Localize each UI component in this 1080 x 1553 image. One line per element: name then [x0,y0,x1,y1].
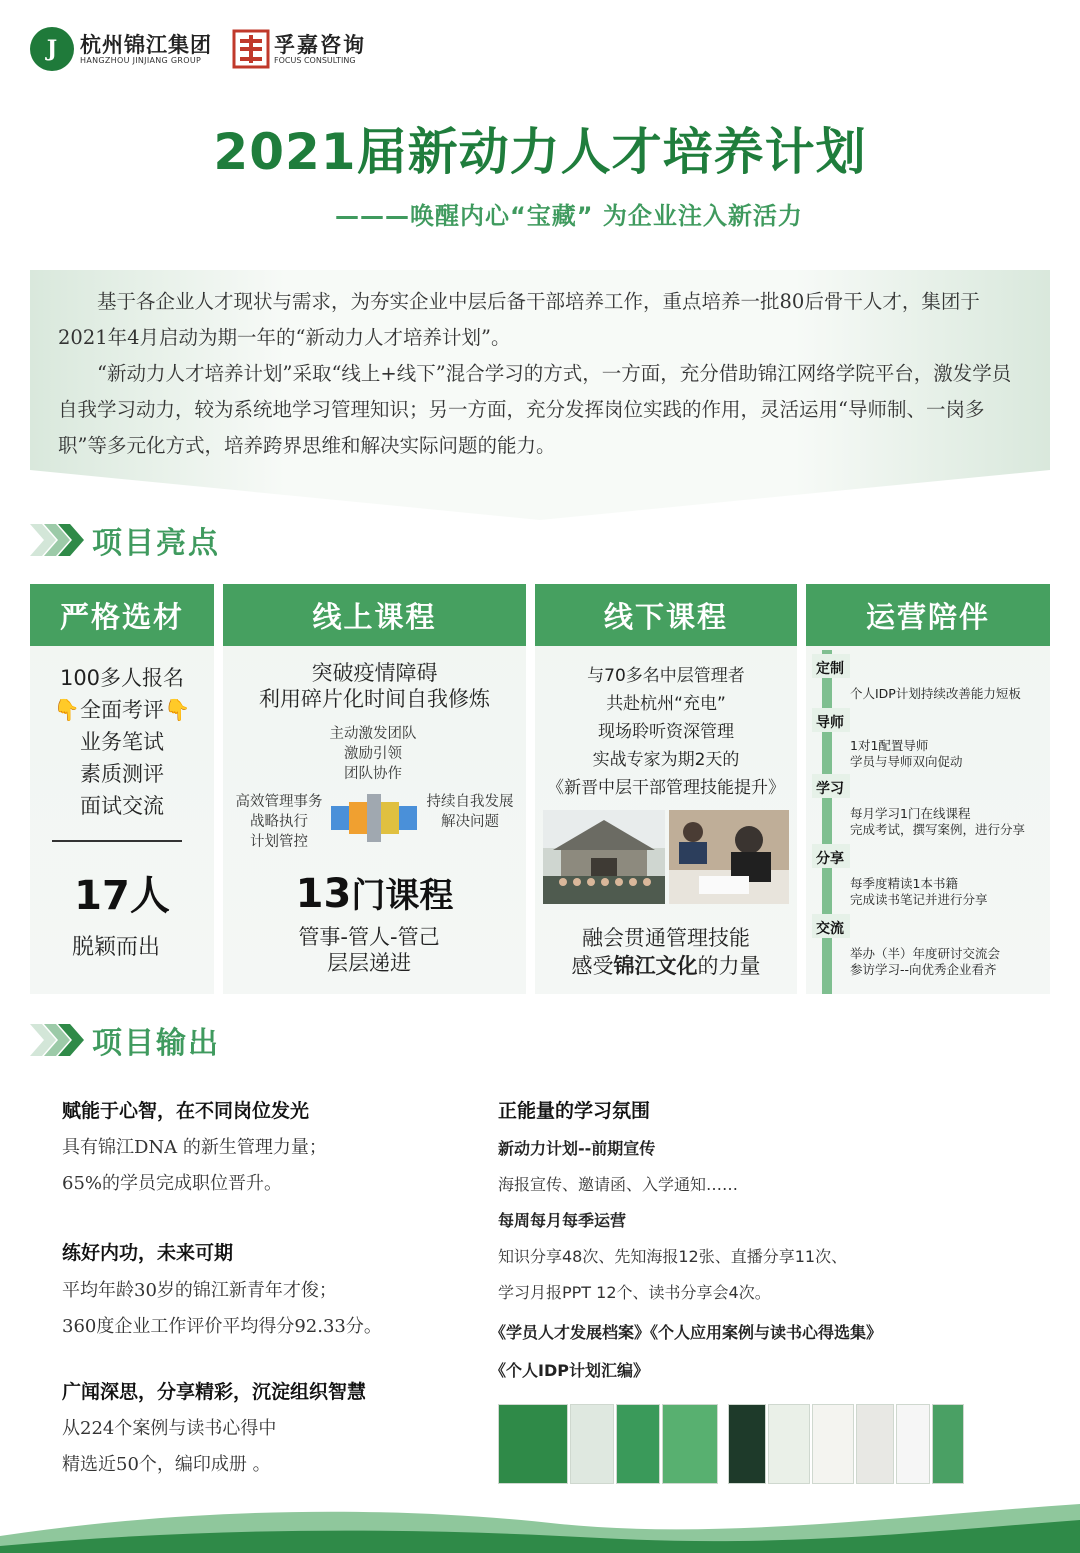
output-books: 《学员人才发展档案》《个人应用案例与读书心得选集》 [490,1323,883,1342]
competency-right-label: 持续自我发展 解决问题 [426,794,514,830]
op-label: 分享 [816,851,844,867]
output-right-subtitle: 新动力计划--前期宣传 [498,1139,656,1158]
list-item: 100多人报名 [59,666,185,690]
poster-thumbnail [570,1404,614,1484]
book-thumbnail [728,1404,766,1484]
chevron-arrows-icon [30,520,88,560]
offline-foot-2: 感受锦江文化的力量 [571,954,761,978]
op-text: 每月学习1门在线课程 [850,806,971,821]
promo-thumbnails [498,1402,718,1484]
op-text: 举办（半）年度研讨交流会 [850,946,1001,961]
chevron-arrows-icon [30,1020,88,1060]
highlights-heading: 项目亮点 [30,518,220,562]
card-online-course [223,584,526,994]
group-photo [543,810,665,904]
op-text: 1对1配置导师 [850,738,929,753]
output-left-title-2: 练好内功，未来可期 [62,1242,234,1264]
competency-top-label: 主动激发团队 激励引领 团队协作 [329,726,417,782]
op-text: 每季度精读1本书籍 [850,876,958,891]
page-title: 2021届新动力人才培养计划 [213,123,867,181]
book-thumbnail [768,1404,810,1484]
selection-list [30,662,214,822]
op-label: 交流 [816,921,844,937]
output-right-subtitle: 每周每月每季运营 [498,1211,627,1230]
op-text: 完成读书笔记并进行分享 [850,892,988,907]
output-left-text: 平均年龄30岁的锦江新青年才俊； [62,1280,337,1301]
output-left-text: 360度企业工作评价平均得分92.33分。 [62,1316,382,1337]
output-left-text: 精选近50个，编印成册 。 [62,1454,271,1475]
page-subtitle: ———唤醒内心“宝藏” 为企业注入新活力 [335,202,803,230]
timeline-bar [822,650,832,994]
offline-foot-1: 融会贯通管理技能 [582,926,750,950]
divider [52,840,182,842]
output-left-text: 具有锦江DNA 的新生管理力量； [62,1137,327,1158]
online-foot-2: 层层递进 [327,951,411,975]
offline-description: 与70多名中层管理者 共赴杭州“充电” 现场聆听资深管理 实战专家为期2天的 《新晋中层干部管理技能提升》 [547,666,785,798]
competency-left-label: 高效管理事务 战略执行 计划管控 [235,794,323,850]
jinjiang-logo-icon: J [30,27,74,71]
poster-thumbnail [662,1404,718,1484]
card-title: 线上课程 [223,584,526,646]
online-line-1: 突破疫情障碍 [311,661,438,685]
book-thumbnail [856,1404,894,1484]
op-label: 定制 [816,661,844,677]
list-item: 素质测评 [80,762,164,786]
output-left-title-3: 广闻深思，分享精彩，沉淀组织智慧 [62,1381,367,1403]
op-label: 学习 [816,781,844,797]
card-offline-course [535,584,797,994]
output-left-title-1: 赋能于心智，在不同岗位发光 [62,1100,310,1122]
focus-logo-text: 孚嘉咨询 FOCUS CONSULTING [274,31,366,65]
list-item: 业务笔试 [80,730,164,754]
intro-paragraph-2: “新动力人才培养计划”采取“线上+线下”混合学习的方式，一方面，充分借助锦江网络学院平台，激发学员自我学习动力，较为系统地学习管理知识；另一方面，充分发挥岗位实践的作用，灵活运用“导师制、一岗多职”等多元化方式，培养跨界思维和解决实际问题的能力。 [58,362,1012,457]
poster-thumbnail [616,1404,660,1484]
card-operation-support [806,584,1050,994]
selected-count: 17人 [74,873,170,919]
output-right-text: 知识分享48次、先知海报12张、直播分享11次、 [498,1247,848,1266]
op-text: 学员与导师双向促动 [850,754,963,769]
intro-text [58,284,1028,464]
output-heading: 项目输出 [30,1018,220,1062]
book-thumbnails [728,1402,964,1484]
list-item: 面试交流 [80,794,164,818]
op-label: 导师 [816,715,844,731]
output-books: 《个人IDP计划汇编》 [490,1361,649,1380]
list-item: 👇全面考评👇 [53,698,191,722]
online-line-2: 利用碎片化时间自我修炼 [259,687,490,711]
online-foot-1: 管事-管人-管己 [298,925,440,949]
focus-logo-icon [232,29,270,69]
output-right-title: 正能量的学习氛围 [498,1100,651,1122]
jinjiang-logo-text: 杭州锦江集团 HANGZHOU JINJIANG GROUP [80,31,212,65]
selected-label: 脱颖而出 [71,935,160,960]
book-thumbnail [896,1404,930,1484]
course-count: 13门课程 [295,871,454,917]
intro-paragraph-1: 基于各企业人才现状与需求，为夯实企业中层后备干部培养工作，重点培养一批80后骨干人才，集团于2021年4月启动为期一年的“新动力人才培养计划”。 [58,290,980,349]
card-selection [30,584,214,994]
poster-thumbnail [498,1404,568,1484]
output-right-text: 海报宣传、邀请函、入学通知…… [498,1175,739,1194]
course-blocks-icon [329,792,419,844]
op-text: 个人IDP计划持续改善能力短板 [850,686,1021,701]
card-title: 运营陪伴 [806,584,1050,646]
output-left-text: 从224个案例与读书心得中 [62,1418,277,1439]
bottom-wave-decoration [0,1496,1080,1553]
card-title: 严格选材 [30,584,214,646]
classroom-photo [669,810,789,904]
output-right-text: 学习月报PPT 12个、读书分享会4次。 [498,1283,771,1302]
op-text: 参访学习--向优秀企业看齐 [850,962,997,977]
card-title: 线下课程 [535,584,797,646]
book-thumbnail [932,1404,964,1484]
logo-bar [30,26,366,72]
book-thumbnail [812,1404,854,1484]
output-left-text: 65%的学员完成职位晋升。 [62,1173,283,1194]
op-text: 完成考试，撰写案例，进行分享 [850,822,1026,837]
